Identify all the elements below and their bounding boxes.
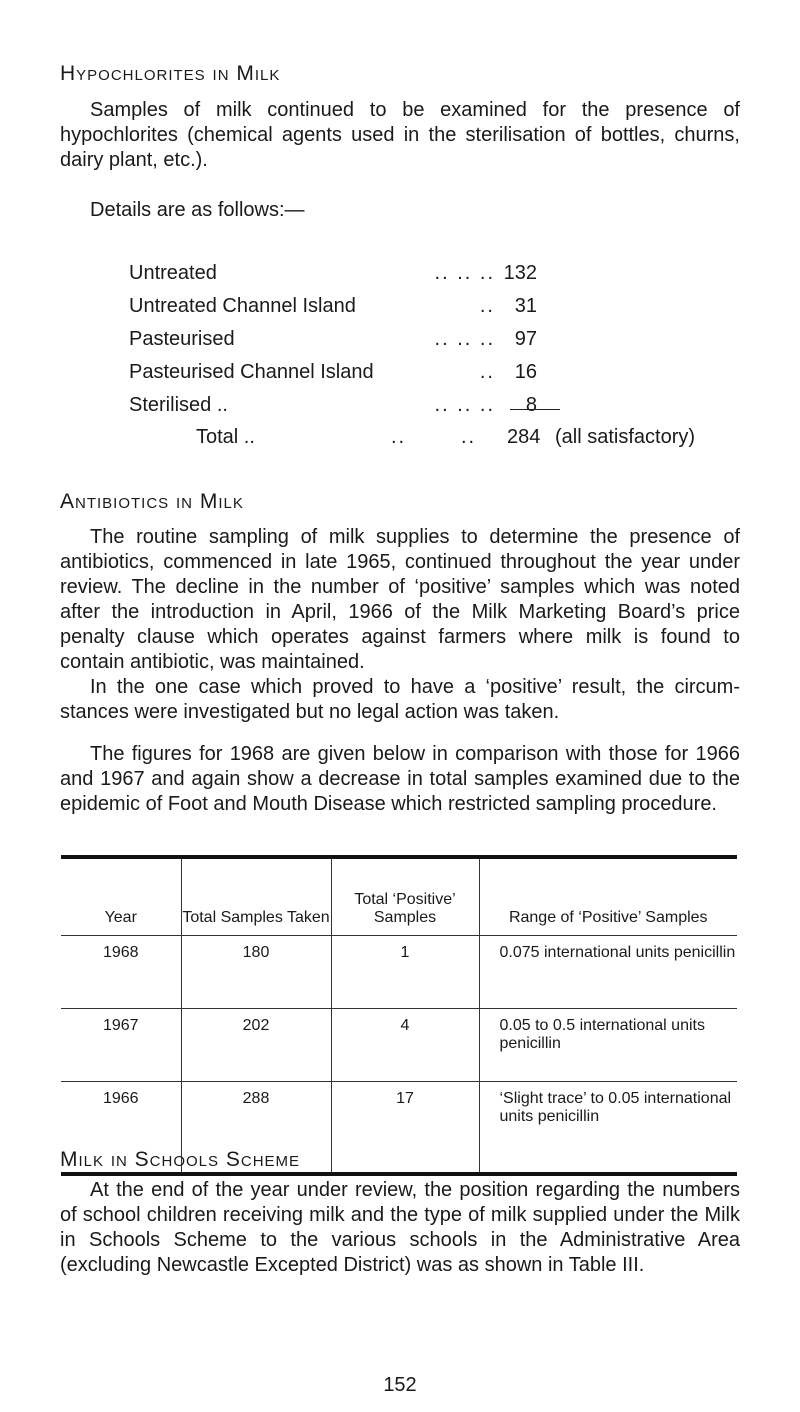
column-header-year: Year	[61, 857, 181, 936]
list-item: Untreated .. .. .. 132	[129, 262, 537, 284]
schools-paragraph: At the end of the year under review, the position regarding the numbers of school children receiving milk and the type of milk supplied under the Milk in Schools Scheme to the various schools in the Administrative Area (excluding Newcastle Excepted District) was as shown in Table III.	[60, 1179, 740, 1276]
column-header-positive-samples: Total ‘Positive’ Samples	[331, 857, 479, 936]
table-row: 1966 288 17 ‘Slight trace’ to 0.05 international units penicillin	[61, 1082, 737, 1175]
antibiotics-paragraph-3: The figures for 1968 are given below in comparison with those for 1966 and 1967 and again show a decrease in total samples examined due to the epidemic of Foot and Mouth Disease which restricted sampling procedure.	[60, 743, 740, 815]
schools-heading: Milk in Schools Scheme	[60, 1148, 301, 1171]
column-header-range: Range of ‘Positive’ Samples	[479, 857, 737, 936]
antibiotics-table	[61, 855, 737, 1176]
total-label: Total ..	[196, 426, 255, 448]
antibiotics-heading: Antibiotics in Milk	[60, 490, 244, 513]
hypochlorites-intro: Samples of milk continued to be examined for the presence of hypochlorites (chemical agents used in the sterilisation of bottles, churns, dairy plant, etc.).	[60, 99, 740, 171]
total-row: Total .. .. .. 284 (all satisfactory)	[196, 426, 696, 448]
total-note: (all satisfactory)	[555, 426, 696, 448]
list-item: Sterilised .. .. .. .. 8	[129, 394, 537, 416]
hypochlorites-heading: Hypochlorites in Milk	[60, 62, 281, 85]
sum-divider	[510, 409, 560, 410]
details-label: Details are as follows:—	[90, 199, 305, 221]
antibiotics-paragraph-1: The routine sampling of milk supplies to determine the presence of antibiotics, commenced in late 1965, continued throughout the year under review. The decline in the number of ‘positive’ samples which was noted after the introduction in April, 1966 of the Milk Marketing Board’s price penalty clause which operates against farmers where milk is found to contain antibiotic, was maintained.	[60, 526, 740, 673]
list-item: Pasteurised Channel Island .. 16	[129, 361, 537, 383]
antibiotics-paragraph-2: In the one case which proved to have a ‘positive’ result, the circumstances were investigated but no legal action was taken.	[60, 676, 740, 723]
page-number: 152	[383, 1374, 417, 1396]
table-row: 1967 202 4 0.05 to 0.5 international units penicillin	[61, 1009, 737, 1082]
table-header-row	[61, 857, 737, 936]
list-item: Untreated Channel Island .. 31	[129, 295, 537, 317]
table-row: 1968 180 1 0.075 international units penicillin	[61, 936, 737, 1009]
column-header-total-samples: Total Samples Taken	[181, 857, 331, 936]
total-value: 284	[507, 426, 541, 448]
hypochlorite-details-list	[129, 262, 729, 427]
list-item: Pasteurised .. .. .. 97	[129, 328, 537, 350]
